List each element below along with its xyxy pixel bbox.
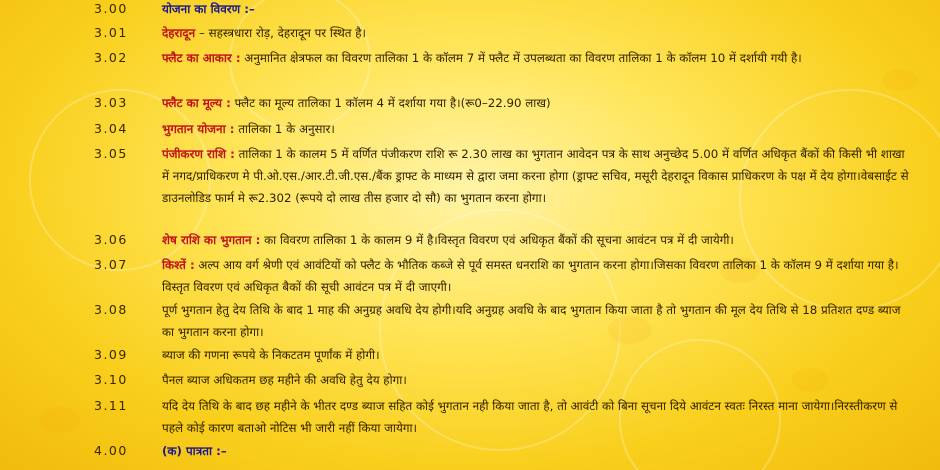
section-number: 3.02 — [94, 50, 128, 65]
section-number: 3.09 — [94, 347, 128, 362]
section-number: 3.05 — [94, 146, 128, 161]
item-heading: फ्लैट का आकार : — [162, 51, 241, 65]
item-heading: भुगतान योजना : — [162, 122, 235, 136]
section-number: 3.03 — [94, 95, 128, 110]
item-text: अनुमानित क्षेत्रफल का विवरण तालिका 1 के कॉलम 7 में फ्लैट में उपलब्धता का विवरण तालिका 1 के कॉलम 10 में दर्शायी गयी है। — [240, 51, 802, 65]
item-heading: किश्तें : — [162, 258, 195, 272]
item-text: का विवरण तालिका 1 के कालम 9 में है।विस्तृत विवरण एवं अधिकृत बैंकों की सूचना आवंटन पत्र में दी जायेगी। — [260, 233, 734, 247]
item-text: यदि देय तिथि के बाद छह महीने के भीतर दण्ड ब्याज सहित कोई भुगतान नही किया जाता है, तो आवंटी को बिना सूचना दिये आवंटन स्वतः निरस्त माना जायेगा।निरस्तीकरण से पहले कोई कारण बताओ नोटिस भी जारी नहीं किया जायेगा। — [162, 399, 898, 435]
section-number: 3.10 — [94, 372, 128, 387]
section-number: 3.00 — [94, 1, 128, 16]
section-number: 3.07 — [94, 257, 128, 272]
section-title: योजना का विवरण :– — [162, 2, 255, 16]
item-heading: फ्लैट का मूल्य : — [162, 96, 231, 110]
item-heading: देहरादून — [162, 26, 196, 40]
item-text: अल्प आय वर्ग श्रेणी एवं आवंटियों को फ्लैट के भौतिक कब्जे से पूर्व समस्त धनराशि का भुगतान करना होगा।जिसका विवरण तालिका 1 के कॉलम 9 में दर्शाया गया है।विस्तृत विवरण एवं अधिकृत बैकों की सूची आवंटन पत्र में दी जाएगी। — [162, 258, 899, 294]
item-text: फ्लैट का मूल्य तालिका 1 कॉलम 4 में दर्शाया गया है।(रू0–22.90 लाख) — [230, 96, 551, 110]
section-number: 3.08 — [94, 302, 128, 317]
item-heading: शेष राशि का भुगतान : — [162, 233, 261, 247]
item-text: पैनल ब्याज अधिकतम छह महीने की अवधि हेतु देय होगा। — [162, 373, 407, 387]
section-title: (क) पात्रता :– — [162, 444, 227, 458]
section-number: 3.01 — [94, 25, 128, 40]
item-heading: पंजीकरण राशि : — [162, 147, 235, 161]
section-number: 3.04 — [94, 121, 128, 136]
section-number: 3.06 — [94, 232, 128, 247]
item-text: तालिका 1 के अनुसार। — [234, 122, 335, 136]
section-number: 3.11 — [94, 398, 128, 413]
section-number: 4.00 — [94, 443, 128, 458]
item-text: – सहस्त्रधारा रोड़, देहरादून पर स्थित है। — [195, 26, 367, 40]
item-text: पूर्ण भुगतान हेतु देय तिथि के बाद 1 माह की अनुग्रह अवधि देय होगी।यदि अनुग्रह अवधि के बाद भुगतान किया जाता है तो भुगतान की मूल देय तिथि से 18 प्रतिशत दण्ड ब्याज का भुगतान करना होगा। — [162, 303, 901, 339]
item-text: तालिका 1 के कालम 5 में वर्णित पंजीकरण राशि रू 2.30 लाख का भुगतान आवेदन पत्र के साथ अनुच्छेद 5.00 में वर्णित अधिकृत बैंकों की किसी भी शाखा में नगद/प्राधिकरण मे पी.ओ.एस./आर.टी.जी.एस./बैंक ड्राफ्ट के माध्यम से द्वारा जमा करना होगा (ड्राफ्ट सचिव, मसूरी देहरादून विकास प्राधिकरण के पक्ष में देय होगा।वेबसाईट से डाउनलोडिड फार्म मे रू2.302 (रूपये दो लाख तीस हजार दो सौ) का भुगतान करना होगा। — [162, 147, 909, 205]
item-text: ब्याज की गणना रूपये के निकटतम पूर्णांक में होगी। — [162, 348, 380, 362]
